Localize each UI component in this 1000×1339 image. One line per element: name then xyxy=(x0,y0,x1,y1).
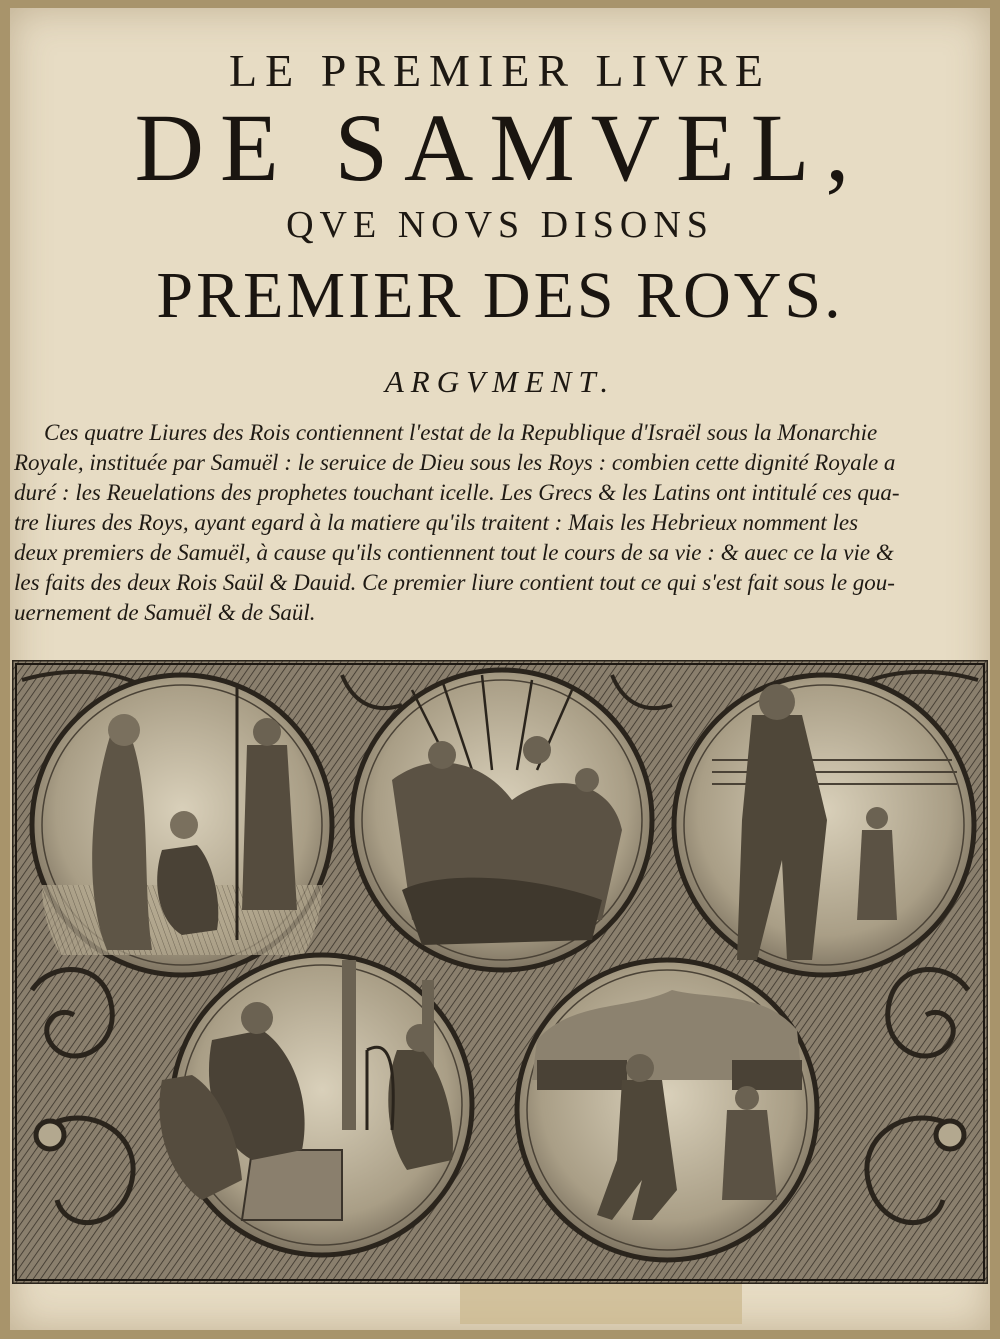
title-line-1: LE PREMIER LIVRE xyxy=(229,45,771,96)
argument-line: uernement de Samuël & de Saül. xyxy=(14,600,316,625)
argument-line: les faits des deux Rois Saül & Dauid. Ce premier liure contient tout ce qui s'est fait sous le gou- xyxy=(14,570,895,595)
medallion-giant-warrior xyxy=(674,675,974,975)
medallion-battle xyxy=(352,670,652,970)
title-line-3: QVE NOVS DISONS xyxy=(286,204,714,246)
argument-heading: ARGVMENT. xyxy=(384,364,616,399)
argument-line: tre liures des Roys, ayant egard à la matiere qu'ils traitent : Mais les Hebrieux nomment les xyxy=(14,510,859,535)
argument-text xyxy=(14,418,988,628)
title-line-4: PREMIER DES ROYS. xyxy=(156,259,844,332)
argument-line: deux premiers de Samuël, à cause qu'ils contiennent tout le cours de sa vie : & auec ce la vie & xyxy=(14,540,894,565)
argument-line: Ces quatre Liures des Rois contiennent l'estat de la Republique d'Israël sous la Monarchie xyxy=(44,420,878,445)
argument-line: Royale, instituée par Samuël : le seruice de Dieu sous les Roys : combien cette dignité Royale a xyxy=(14,450,896,475)
title-line-2: DE SAMVEL, xyxy=(134,94,866,201)
medallion-anointing xyxy=(32,675,332,975)
argument-line: duré : les Reuelations des prophetes touchant icelle. Les Grecs & les Latins ont intitulé ces qua- xyxy=(14,480,900,505)
paper-label-slip xyxy=(460,1284,742,1324)
medallion-combat xyxy=(517,960,817,1260)
engraving-plate xyxy=(12,660,988,1284)
